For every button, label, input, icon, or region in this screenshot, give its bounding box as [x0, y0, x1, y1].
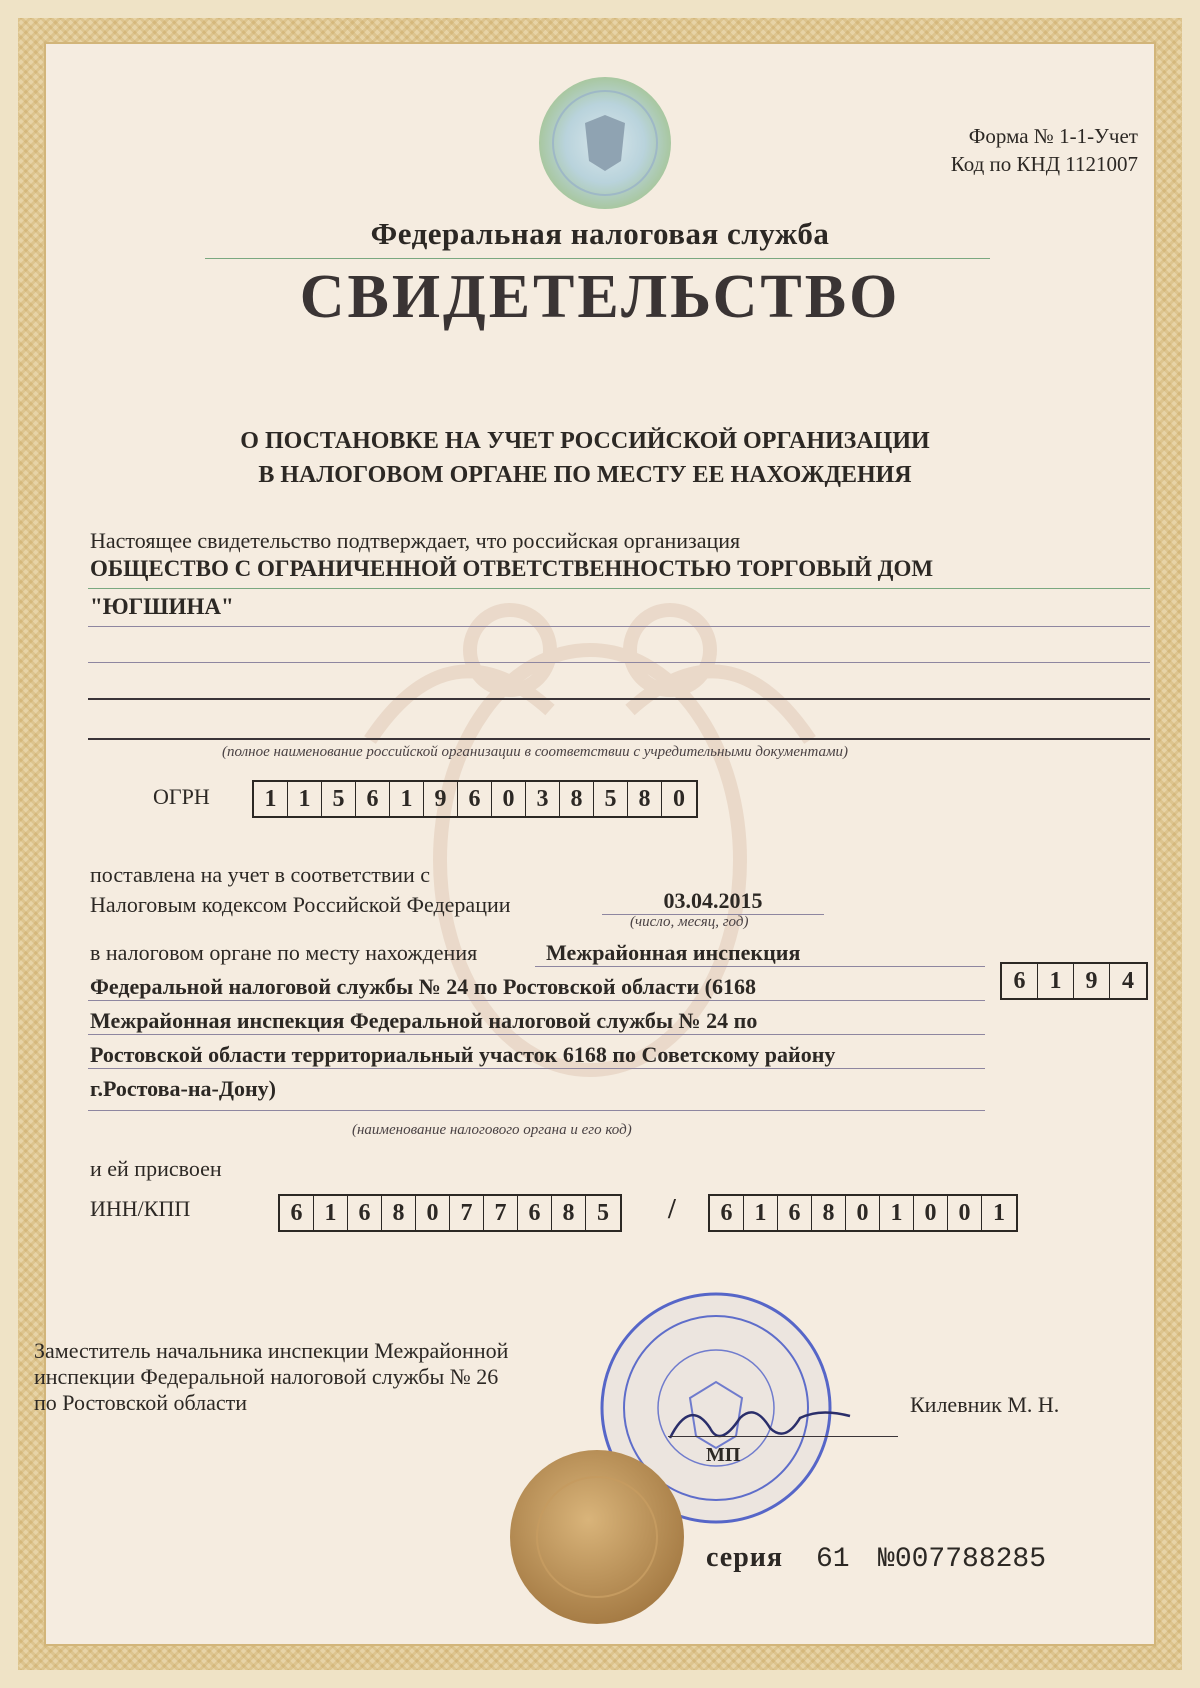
registration-line-2: Налоговым кодексом Российской Федерации [90, 892, 511, 917]
authority-line-3: Межрайонная инспекция Федеральной налоговой службы № 24 по [90, 1008, 758, 1033]
ogrn-digit: 8 [628, 782, 662, 816]
kpp-digit: 0 [948, 1196, 982, 1230]
signature-line [668, 1436, 898, 1437]
signature-icon [660, 1388, 860, 1458]
inn-digit: 8 [382, 1196, 416, 1230]
agency-name: Федеральная налоговая служба [370, 216, 830, 251]
authority-line-5: г.Ростова-на-Дону) [90, 1076, 276, 1101]
inn-digit: 5 [597, 1200, 609, 1226]
hologram-emblem-icon [537, 75, 673, 211]
kpp-digit: 1 [744, 1196, 778, 1230]
gold-seal-icon [508, 1448, 686, 1626]
kpp-digit: 1 [993, 1200, 1005, 1226]
authority-underline-3 [88, 1034, 985, 1035]
inn-kpp-separator: / [668, 1194, 676, 1225]
authority-caption: (наименование налогового органа и его код) [352, 1122, 632, 1138]
kpp-digit: 6 [778, 1196, 812, 1230]
signatory-name: Килевник М. Н. [910, 1392, 1060, 1417]
authority-line-2: Федеральной налоговой службы № 24 по Ростовской области (6168 [90, 974, 756, 999]
series-label: серия [706, 1542, 784, 1573]
inn-digit: 1 [314, 1196, 348, 1230]
authority-line-4: Ростовской области территориальный участок 6168 по Советскому району [90, 1042, 836, 1067]
org-underline-2 [88, 626, 1150, 627]
org-name-line-1: ОБЩЕСТВО С ОГРАНИЧЕННОЙ ОТВЕТСТВЕННОСТЬЮ ТОРГОВЫЙ ДОМ [90, 556, 934, 581]
org-underline-3 [88, 662, 1150, 663]
inn-digit: 7 [484, 1196, 518, 1230]
serial-number-prefix: № [878, 1544, 895, 1575]
ogrn-digit: 0 [492, 782, 526, 816]
authority-lead: в налоговом органе по месту нахождения [90, 940, 478, 965]
form-info [951, 122, 1138, 178]
signatory-line-1: Заместитель начальника инспекции Межрайонной [34, 1338, 509, 1363]
authority-code-digit: 4 [1122, 968, 1134, 994]
kpp-boxes [708, 1194, 1018, 1232]
date-caption: (число, месяц, год) [630, 914, 749, 930]
kpp-digit: 6 [710, 1196, 744, 1230]
inn-digit: 8 [552, 1196, 586, 1230]
form-knd: Код по КНД 1121007 [950, 152, 1138, 176]
ogrn-digit: 5 [322, 782, 356, 816]
authority-underline-1 [535, 966, 985, 967]
ogrn-digit: 8 [560, 782, 594, 816]
page-title: СВИДЕТЕЛЬСТВО [299, 263, 901, 331]
signatory-title [34, 1338, 508, 1416]
org-name-line-2: "ЮГШИНА" [90, 594, 234, 619]
kpp-digit: 1 [880, 1196, 914, 1230]
authority-line-1: Межрайонная инспекция [546, 940, 801, 965]
intro-text: Настоящее свидетельство подтверждает, что российская организация [90, 528, 741, 553]
inn-digit: 0 [416, 1196, 450, 1230]
form-number: Форма № 1-1-Учет [968, 124, 1138, 148]
ogrn-digit: 6 [356, 782, 390, 816]
subtitle [0, 424, 1170, 492]
authority-underline-4 [88, 1068, 985, 1069]
signatory-line-3: по Ростовской области [34, 1390, 248, 1415]
registration-date: 03.04.2015 [663, 888, 763, 913]
authority-code-boxes [1000, 962, 1148, 1000]
serial-number-value: 007788285 [894, 1544, 1047, 1575]
ogrn-digit: 3 [526, 782, 560, 816]
ogrn-digit: 5 [594, 782, 628, 816]
agency-underline [205, 258, 990, 259]
serial-number [878, 1544, 1046, 1575]
ogrn-digit: 6 [458, 782, 492, 816]
kpp-digit: 0 [914, 1196, 948, 1230]
ogrn-digit: 9 [424, 782, 458, 816]
ogrn-label: ОГРН [153, 784, 210, 809]
ogrn-digit: 0 [673, 786, 685, 812]
watermark-eagle-icon [330, 560, 850, 1120]
kpp-digit: 0 [846, 1196, 880, 1230]
subtitle-line-1: О ПОСТАНОВКЕ НА УЧЕТ РОССИЙСКОЙ ОРГАНИЗАЦИИ [240, 428, 930, 454]
org-caption: (полное наименование российской организации в соответствии с учредительными документами) [222, 744, 849, 760]
ogrn-digit: 1 [288, 782, 322, 816]
authority-underline-5 [88, 1110, 985, 1111]
inn-digit: 6 [280, 1196, 314, 1230]
registration-line-1: поставлена на учет в соответствии с [90, 862, 431, 887]
authority-code-digit: 1 [1038, 964, 1074, 998]
inn-boxes [278, 1194, 622, 1232]
authority-code-digit: 6 [1002, 964, 1038, 998]
authority-underline-2 [88, 1000, 985, 1001]
inn-kpp-label: ИНН/КПП [90, 1196, 191, 1221]
subtitle-line-2: В НАЛОГОВОМ ОРГАНЕ ПО МЕСТУ ЕЕ НАХОЖДЕНИЯ [258, 462, 912, 488]
ogrn-digit: 1 [390, 782, 424, 816]
mp-label: МП [706, 1444, 741, 1466]
org-underline-5 [88, 738, 1150, 740]
org-underline-4 [88, 698, 1150, 700]
kpp-digit: 8 [812, 1196, 846, 1230]
inn-digit: 6 [348, 1196, 382, 1230]
inn-digit: 6 [518, 1196, 552, 1230]
org-underline-1 [88, 588, 1150, 589]
series-value: 61 [816, 1544, 850, 1575]
authority-code-digit: 9 [1074, 964, 1110, 998]
assigned-lead: и ей присвоен [90, 1156, 222, 1181]
ogrn-digit: 1 [254, 782, 288, 816]
ogrn-boxes [252, 780, 698, 818]
signatory-line-2: инспекции Федеральной налоговой службы № 26 [34, 1364, 499, 1389]
inn-digit: 7 [450, 1196, 484, 1230]
